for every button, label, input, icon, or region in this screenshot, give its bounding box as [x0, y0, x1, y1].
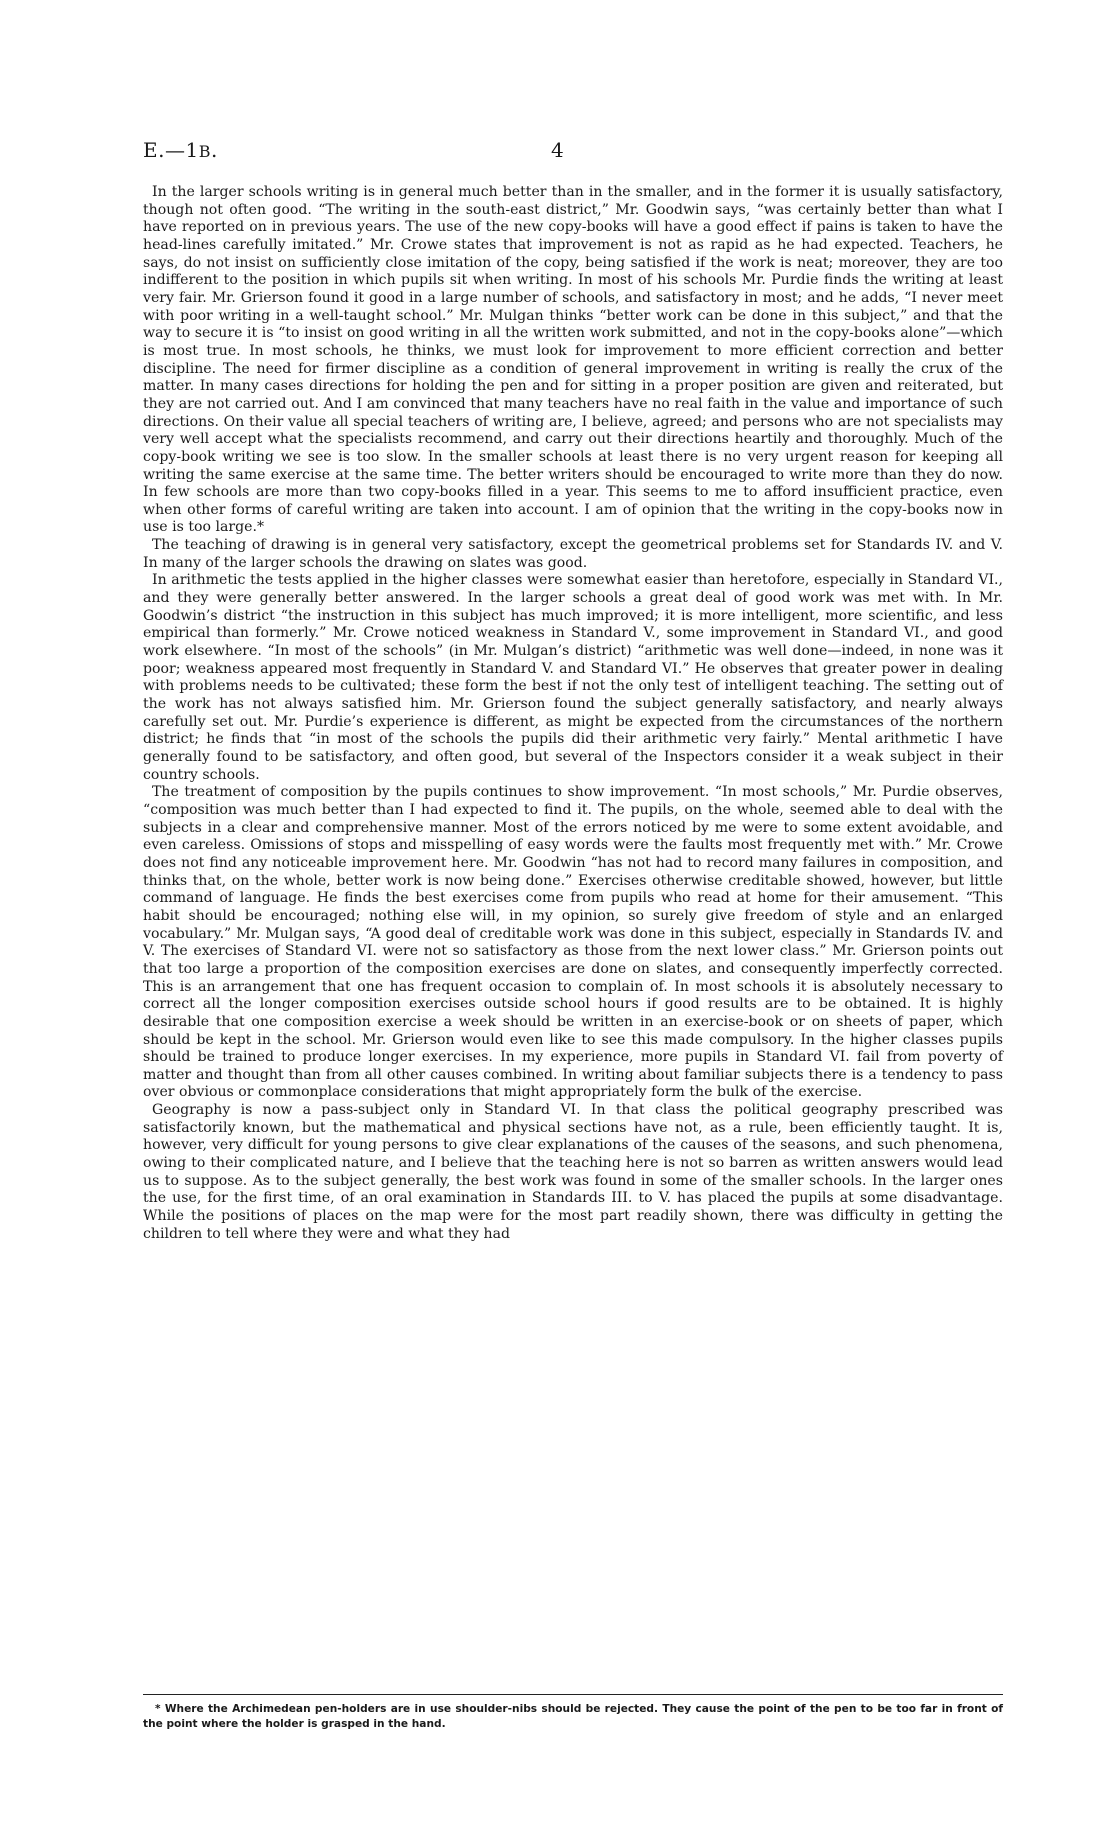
reference-dot: .: [210, 138, 218, 162]
page-header: [143, 138, 1003, 168]
paragraph-composition: The treatment of composition by the pupils continues to show improvement. “In most schools,” Mr. Purdie observes, “composition was much better than I had expected to find it. The pupils, on the whole, seemed able to deal with the subjects in a clear and comprehensive manner. Most of the errors noticed by me were to some extent avoidable, and even careless. Omissions of stops and misspelling of easy words were the faults most frequently met with.” Mr. Crowe does not find any noticeable improvement here. Mr. Goodwin “has not had to record many failures in composition, and thinks that, on the whole, better work is now being done.” Exercises otherwise creditable showed, however, but little command of language. He finds the best exercises come from pupils who read at home for their amusement. “This habit should be encouraged; nothing else will, in my opinion, so surely give freedom of style and an enlarged vocabulary.” Mr. Mulgan says, “A good deal of creditable work was done in this subject, especially in Standards IV. and V. The exercises of Standard VI. were not so satisfactory as those from the next lower class.” Mr. Grierson points out that too large a proportion of the composition exercises are done on slates, and consequently imperfectly corrected. This is an arrangement that one has frequent occasion to complain of. In most schools it is absolutely necessary to correct all the longer composition exercises outside school hours if good results are to be obtained. It is highly desirable that one composition exercise a week should be written in an exercise-book or on sheets of paper, which should be kept in the school. Mr. Grierson would even like to see this made compulsory. In the higher classes pupils should be trained to produce longer exercises. In my experience, more pupils in Standard VI. fail from poverty of matter and thought than from all other causes combined. In writing about familiar subjects there is a tendency to pass over obvious or commonplace considerations that might appropriately form the bulk of the exercise.: [143, 784, 1003, 1101]
reference-main: E.—1: [143, 138, 199, 162]
paragraph-arithmetic: In arithmetic the tests applied in the higher classes were somewhat easier than heretofore, especially in Standard VI., and they were generally better answered. In the larger schools a great deal of good work was met with. In Mr. Goodwin’s district “the instruction in this subject has much improved; it is more intelligent, more scientific, and less empirical than formerly.” Mr. Crowe noticed weakness in Standard V., some improvement in Standard VI., and good work elsewhere. “In most of the schools” (in Mr. Mulgan’s district) “arithmetic was well done—indeed, in none was it poor; weakness appeared most frequently in Standard V. and Standard VI.” He observes that greater power in dealing with problems needs to be cultivated; these form the best if not the only test of intelligent teaching. The setting out of the work has not always satisfied him. Mr. Grierson found the subject generally satisfactory, and nearly always carefully set out. Mr. Purdie’s experience is different, as might be expected from the circumstances of the northern district; he finds that “in most of the schools the pupils did their arithmetic very fairly.” Mental arithmetic I have generally found to be satisfactory, and often good, but several of the Inspectors consider it a weak subject in their country schools.: [143, 572, 1003, 783]
body-text: [143, 184, 1003, 1243]
document-reference: [143, 138, 218, 162]
paragraph-writing: In the larger schools writing is in general much better than in the smaller, and in the former it is usually satisfactory, though not often good. “The writing in the south-east district,” Mr. Goodwin says, “was certainly better than what I have reported on in previous years. The use of the new copy-books will have a good effect if pains is taken to have the head-lines carefully imitated.” Mr. Crowe states that improvement is not as rapid as he had expected. Teachers, he says, do not insist on sufficiently close imitation of the copy, being satisfied if the work is neat; moreover, they are too indifferent to the position in which pupils sit when writing. In most of his schools Mr. Purdie finds the writing at least very fair. Mr. Grierson found it good in a large number of schools, and satisfactory in most; and he adds, “I never meet with poor writing in a well-taught school.” Mr. Mulgan thinks “better work can be done in this subject,” and that the way to secure it is “to insist on good writing in all the written work submitted, and not in the copy-books alone”—which is most true. In most schools, he thinks, we must look for improvement to more efficient correction and better discipline. The need for firmer discipline as a condition of general improvement in writing is really the crux of the matter. In many cases directions for holding the pen and for sitting in a proper position are given and reiterated, but they are not carried out. And I am convinced that many teachers have no real faith in the value and importance of such directions. On their value all special teachers of writing are, I believe, agreed; and persons who are not specialists may very well accept what the specialists recommend, and carry out their directions heartily and thoroughly. Much of the copy-book writing we see is too slow. In the smaller schools at least there is no very urgent reason for keeping all writing the same exercise at the same time. The better writers should be encouraged to write more than they do now. In few schools are more than two copy-books filled in a year. This seems to me to afford insufficient practice, even when other forms of careful writing are taken into account. I am of opinion that the writing in the copy-books now in use is too large.*: [143, 184, 1003, 536]
footnote: * Where the Archimedean pen-holders are in use shoulder-nibs should be rejected. They cause the point of the pen to be too far in front of the point where the holder is grasped in the hand.: [143, 1703, 1003, 1730]
footnote-rule: [143, 1694, 1003, 1695]
paragraph-geography: Geography is now a pass-subject only in Standard VI. In that class the political geography prescribed was satisfactorily known, but the mathematical and physical sections have not, as a rule, been efficiently taught. It is, however, very difficult for young persons to give clear explanations of the causes of the seasons, and such phenomena, owing to their complicated nature, and I believe that the teaching here is not so barren as written answers would lead us to suppose. As to the subject generally, the best work was found in some of the smaller schools. In the larger ones the use, for the first time, of an oral examination in Standards III. to V. has placed the pupils at some disadvantage. While the positions of places on the map were for the most part readily shown, there was difficulty in getting the children to tell where they were and what they had: [143, 1102, 1003, 1242]
page-number: 4: [551, 138, 564, 162]
reference-sub: B: [198, 142, 211, 161]
paragraph-drawing: The teaching of drawing is in general very satisfactory, except the geometrical problems set for Standards IV. and V. In many of the larger schools the drawing on slates was good.: [143, 537, 1003, 571]
